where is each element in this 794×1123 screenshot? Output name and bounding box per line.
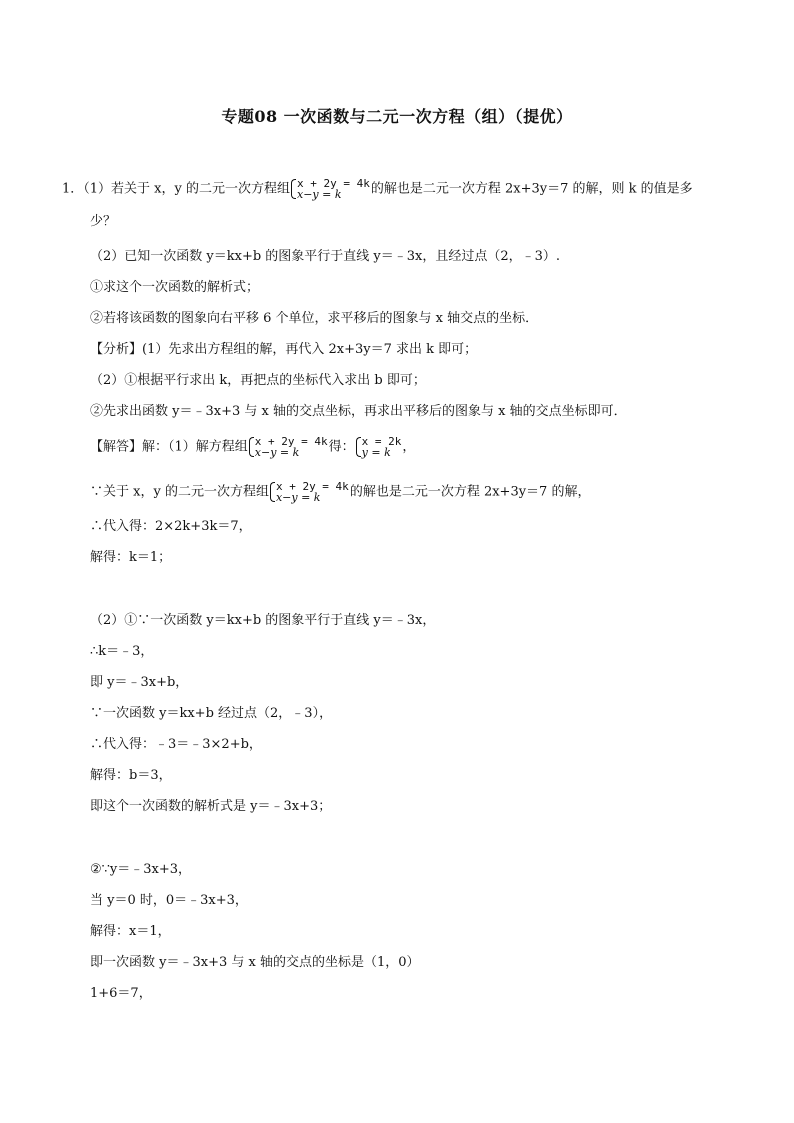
because-line: [90, 481, 590, 503]
solution-step: 解得：k＝1；: [90, 550, 172, 565]
question-1-text-a: 1．（1）若关于 x，y 的二元一次方程组: [62, 181, 290, 197]
solution-step: 解得：b＝3，: [90, 768, 172, 783]
equation-system: [291, 178, 370, 200]
solution-step: 即一次函数 y＝﹣3x+3 与 x 轴的交点的坐标是（1，0）: [90, 955, 420, 970]
question-1-line-2: 少？: [90, 214, 117, 229]
solution-step: ∴代入得：﹣3＝﹣3×2+b，: [90, 737, 262, 752]
system-row: x−y = k: [254, 446, 300, 459]
page-title: 专题08 一次函数与二元一次方程（组）（提优）: [221, 107, 573, 126]
analysis-line: （2）①根据平行求出 k，再把点的坐标代入求出 b 即可；: [90, 373, 426, 388]
solution-step: 解得：x＝1，: [90, 924, 171, 939]
system-row: y = k: [361, 446, 391, 459]
system-row: x−y = k: [296, 188, 342, 201]
equation-system: [249, 436, 328, 458]
solution-step: 当 y＝0 时，0＝﹣3x+3，: [90, 893, 248, 908]
system-row: x + 2y = 4k: [296, 177, 370, 190]
answer-text-b: 得：: [328, 439, 355, 455]
solution-step: ②∵y＝﹣3x+3，: [90, 862, 192, 877]
system-row: x = 2k: [361, 435, 402, 448]
solution-step: ∵一次函数 y＝kx+b 经过点（2，﹣3），: [90, 706, 333, 721]
solution-step: ∴代入得：2×2k+3k＝7，: [90, 519, 252, 534]
answer-text-c: ，: [402, 439, 416, 455]
solution-step: 1+6＝7，: [90, 986, 152, 1001]
question-2-part-2: ②若将该函数的图象向右平移 6 个单位，求平移后的图象与 x 轴交点的坐标．: [90, 311, 539, 326]
solution-step: 即 y＝﹣3x+b，: [90, 675, 189, 690]
answer-line: [90, 436, 415, 458]
system-row: x−y = k: [275, 491, 321, 504]
question-1-text-b: 的解也是二元一次方程 2x+3y＝7 的解，则 k 的值是多: [370, 181, 693, 197]
question-2-part-1: ①求这个一次函数的解析式；: [90, 280, 260, 295]
question-2-text: （2）已知一次函数 y＝kx+b 的图象平行于直线 y＝﹣3x，且经过点（2，﹣3）.: [90, 249, 561, 264]
analysis-line: ②先求出函数 y＝﹣3x+3 与 x 轴的交点坐标，再求出平移后的图象与 x 轴的交点坐标即可．: [90, 404, 627, 419]
system-row: x + 2y = 4k: [254, 435, 328, 448]
because-text-b: 的解也是二元一次方程 2x+3y＝7 的解，: [349, 484, 591, 500]
analysis-line: 【分析】(1）先求出方程组的解，再代入 2x+3y＝7 求出 k 即可；: [90, 342, 478, 357]
system-row: x + 2y = 4k: [275, 480, 349, 493]
solution-step: 即这个一次函数的解析式是 y＝﹣3x+3；: [90, 799, 332, 814]
solution-step: ∴k＝﹣3，: [90, 644, 154, 659]
solution-step: （2）①∵一次函数 y＝kx+b 的图象平行于直线 y＝﹣3x，: [90, 613, 436, 628]
equation-system: [270, 481, 349, 503]
because-text-a: ∵关于 x，y 的二元一次方程组: [90, 484, 269, 500]
solution-system: [356, 436, 402, 458]
answer-text-a: 【解答】解：（1）解方程组: [90, 439, 248, 455]
question-1-line: [62, 178, 693, 200]
